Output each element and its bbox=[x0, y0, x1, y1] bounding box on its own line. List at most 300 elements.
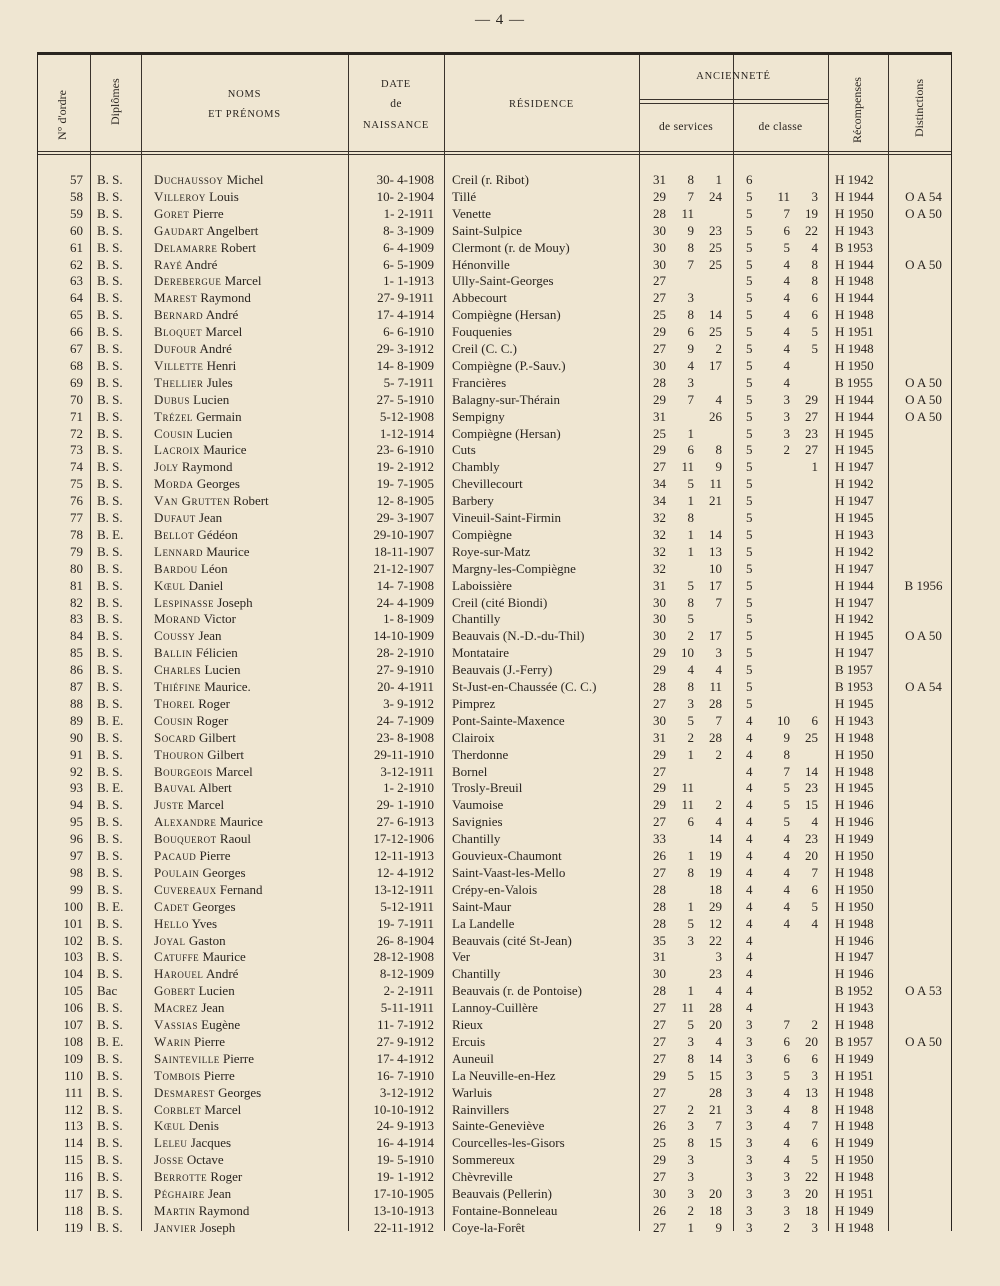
cell-service-years: 32 bbox=[653, 543, 666, 559]
cell-class-years: 3 bbox=[746, 1202, 753, 1218]
cell-number: 83 bbox=[70, 611, 83, 627]
cell-diploma: B. S. bbox=[97, 1152, 123, 1168]
cell-name bbox=[154, 848, 354, 865]
table-row bbox=[38, 595, 951, 612]
cell-class-months: 4 bbox=[783, 374, 790, 390]
cell-service-months: 8 bbox=[687, 594, 694, 610]
cell-class-months: 6 bbox=[783, 1050, 790, 1066]
cell-class-months: 4 bbox=[783, 1152, 790, 1168]
table-row bbox=[38, 341, 951, 358]
cell-service-months: 7 bbox=[687, 256, 694, 272]
cell-service-days: 21 bbox=[709, 493, 722, 509]
cell-birth-date: 19- 1-1912 bbox=[376, 1169, 434, 1185]
cell-class-months: 4 bbox=[783, 357, 790, 373]
first-name: Octave bbox=[186, 1152, 224, 1168]
table-row bbox=[38, 679, 951, 696]
cell-service-months: 9 bbox=[687, 222, 694, 238]
cell-service-days: 14 bbox=[709, 831, 722, 847]
cell-class-days: 6 bbox=[811, 712, 818, 728]
cell-number: 109 bbox=[63, 1050, 83, 1066]
surname: Delamarre bbox=[154, 239, 218, 255]
cell-service-days: 25 bbox=[709, 324, 722, 340]
first-name: Marcel bbox=[204, 1101, 242, 1117]
cell-diploma: B. S. bbox=[97, 831, 123, 847]
cell-number: 94 bbox=[70, 797, 83, 813]
cell-diploma: B. S. bbox=[97, 239, 123, 255]
cell-service-years: 27 bbox=[653, 273, 666, 289]
surname: Martin bbox=[154, 1202, 196, 1218]
cell-birth-date: 5-11-1911 bbox=[380, 1000, 434, 1016]
surname: Dufaut bbox=[154, 510, 196, 525]
table-row bbox=[38, 493, 951, 510]
cell-reward: H 1944 bbox=[835, 391, 874, 407]
cell-class-years: 4 bbox=[746, 898, 753, 914]
first-name: Marcel bbox=[187, 797, 225, 813]
cell-number: 90 bbox=[70, 729, 83, 745]
cell-birth-date: 27- 9-1910 bbox=[376, 662, 434, 678]
first-name: Marcel bbox=[215, 763, 253, 779]
table-row bbox=[38, 1169, 951, 1186]
cell-service-years: 31 bbox=[653, 408, 666, 424]
surname: Lennard bbox=[154, 543, 203, 559]
cell-residence: Therdonne bbox=[452, 746, 509, 762]
cell-number: 89 bbox=[70, 712, 83, 728]
cell-service-years: 28 bbox=[653, 915, 666, 931]
cell-number: 69 bbox=[70, 374, 83, 390]
first-name: Maurice bbox=[203, 442, 247, 458]
cell-residence: Chambly bbox=[452, 459, 500, 475]
cell-service-months: 11 bbox=[681, 1000, 694, 1016]
cell-birth-date: 19- 2-1912 bbox=[376, 459, 434, 475]
cell-class-days: 6 bbox=[811, 290, 818, 306]
first-name: André bbox=[184, 256, 218, 272]
cell-class-days: 3 bbox=[811, 1067, 818, 1083]
cell-diploma: B. S. bbox=[97, 459, 123, 475]
cell-class-months: 4 bbox=[783, 831, 790, 847]
cell-service-years: 27 bbox=[653, 763, 666, 779]
cell-service-years: 28 bbox=[653, 205, 666, 221]
cell-service-years: 29 bbox=[653, 797, 666, 813]
cell-name bbox=[154, 679, 354, 696]
cell-class-years: 3 bbox=[746, 1050, 753, 1066]
cell-reward: H 1946 bbox=[835, 797, 874, 813]
cell-service-months: 5 bbox=[687, 1067, 694, 1083]
cell-reward: H 1950 bbox=[835, 848, 874, 863]
table-row bbox=[38, 848, 951, 865]
first-name: Marcel bbox=[205, 324, 243, 340]
cell-residence: Auneuil bbox=[452, 1050, 494, 1066]
cell-diploma: B. S. bbox=[97, 864, 123, 880]
header-recompenses: Récompenses bbox=[850, 77, 864, 143]
cell-diploma: B. S. bbox=[97, 290, 123, 306]
cell-number: 102 bbox=[63, 932, 83, 948]
cell-birth-date: 29- 3-1912 bbox=[376, 341, 434, 356]
cell-residence: St-Just-en-Chaussée (C. C.) bbox=[452, 679, 597, 694]
cell-service-months: 5 bbox=[687, 577, 694, 593]
cell-service-months: 1 bbox=[687, 983, 694, 999]
first-name: Raymond bbox=[200, 290, 251, 306]
cell-reward: H 1942 bbox=[835, 611, 874, 627]
cell-service-years: 25 bbox=[653, 1135, 666, 1151]
surname: Corblet bbox=[154, 1101, 202, 1117]
cell-class-days: 2 bbox=[811, 1017, 818, 1032]
cell-reward: H 1949 bbox=[835, 1202, 874, 1218]
cell-birth-date: 20- 4-1911 bbox=[377, 679, 434, 694]
cell-class-days: 19 bbox=[805, 205, 818, 221]
cell-service-months: 11 bbox=[681, 205, 694, 221]
cell-birth-date: 14- 7-1908 bbox=[376, 577, 434, 593]
cell-name bbox=[154, 933, 354, 950]
cell-birth-date: 6- 4-1909 bbox=[383, 239, 434, 255]
cell-birth-date: 12-11-1913 bbox=[373, 848, 434, 863]
cell-name bbox=[154, 645, 354, 662]
cell-name bbox=[154, 172, 354, 189]
table-row bbox=[38, 730, 951, 747]
cell-birth-date: 3- 9-1912 bbox=[383, 695, 434, 711]
surname: Sainteville bbox=[154, 1050, 220, 1066]
cell-class-years: 4 bbox=[746, 848, 753, 863]
cell-residence: La Neuville-en-Hez bbox=[452, 1067, 556, 1083]
cell-number: 114 bbox=[63, 1135, 83, 1151]
cell-name bbox=[154, 1102, 354, 1119]
cell-service-months: 8 bbox=[687, 864, 694, 880]
cell-name bbox=[154, 780, 354, 797]
cell-class-days: 6 bbox=[811, 881, 818, 897]
cell-diploma: B. S. bbox=[97, 560, 123, 576]
cell-service-days: 25 bbox=[709, 256, 722, 272]
cell-class-months: 4 bbox=[783, 898, 790, 914]
cell-residence: Montataire bbox=[452, 645, 510, 661]
table-row bbox=[38, 747, 951, 764]
table-row bbox=[38, 223, 951, 240]
table-row bbox=[38, 1203, 951, 1220]
cell-birth-date: 27- 6-1913 bbox=[376, 814, 434, 830]
cell-name bbox=[154, 1186, 354, 1203]
cell-birth-date: 23- 6-1910 bbox=[376, 442, 434, 458]
cell-class-years: 4 bbox=[746, 949, 753, 965]
cell-service-years: 29 bbox=[653, 780, 666, 796]
cell-reward: H 1949 bbox=[835, 1135, 874, 1151]
cell-reward: H 1948 bbox=[835, 1169, 874, 1185]
cell-class-years: 5 bbox=[746, 695, 753, 711]
cell-residence: Venette bbox=[452, 205, 491, 221]
header-diplomes: Diplômes bbox=[108, 78, 122, 125]
cell-diploma: B. S. bbox=[97, 881, 123, 897]
cell-class-days: 15 bbox=[805, 797, 818, 813]
header-noms-line2: ET PRÉNOMS bbox=[208, 108, 281, 120]
cell-reward: H 1944 bbox=[835, 408, 874, 424]
cell-service-years: 28 bbox=[653, 983, 666, 999]
cell-residence: Vaumoise bbox=[452, 797, 504, 813]
cell-birth-date: 13-12-1911 bbox=[373, 881, 434, 897]
cell-reward: H 1950 bbox=[835, 205, 874, 221]
cell-residence: Vineuil-Saint-Firmin bbox=[452, 510, 561, 525]
cell-service-days: 20 bbox=[709, 1186, 722, 1201]
header-date-line1: DATE bbox=[380, 79, 412, 90]
cell-service-days: 13 bbox=[709, 543, 722, 559]
cell-birth-date: 17- 4-1912 bbox=[376, 1050, 434, 1066]
cell-reward: H 1948 bbox=[835, 1219, 874, 1235]
cell-service-years: 27 bbox=[653, 1033, 666, 1049]
cell-distinction: O A 50 bbox=[905, 374, 942, 390]
cell-class-days: 25 bbox=[805, 729, 818, 745]
surname: Juste bbox=[154, 797, 185, 813]
cell-class-years: 5 bbox=[746, 307, 753, 323]
table-row bbox=[38, 1186, 951, 1203]
cell-reward: H 1948 bbox=[835, 1017, 874, 1032]
cell-service-days: 9 bbox=[715, 459, 722, 475]
cell-birth-date: 19- 7-1911 bbox=[377, 915, 434, 931]
cell-class-months: 3 bbox=[783, 1186, 790, 1201]
cell-service-years: 30 bbox=[653, 611, 666, 627]
cell-residence: Ercuis bbox=[452, 1033, 486, 1049]
cell-number: 101 bbox=[63, 915, 83, 931]
cell-number: 110 bbox=[63, 1067, 83, 1083]
cell-name bbox=[154, 578, 354, 595]
cell-reward: H 1945 bbox=[835, 442, 874, 458]
cell-diploma: B. S. bbox=[97, 1084, 123, 1100]
cell-class-days: 18 bbox=[805, 1202, 818, 1218]
first-name: Maurice bbox=[202, 949, 246, 965]
surname: Gobert bbox=[154, 983, 196, 999]
cell-name bbox=[154, 831, 354, 848]
table-row bbox=[38, 273, 951, 290]
header-noms-line1: NOMS bbox=[227, 89, 262, 100]
surname: Joyal bbox=[154, 932, 186, 948]
cell-class-days: 3 bbox=[811, 188, 818, 204]
cell-class-months: 9 bbox=[783, 729, 790, 745]
first-name: Maurice. bbox=[204, 679, 251, 694]
cell-name bbox=[154, 527, 354, 544]
cell-residence: Balagny-sur-Thérain bbox=[452, 391, 561, 407]
surname: Lacroix bbox=[154, 442, 200, 458]
cell-class-days: 23 bbox=[805, 831, 818, 847]
header-rule bbox=[38, 154, 951, 155]
cell-residence: Compiègne (Hersan) bbox=[452, 425, 561, 441]
cell-diploma: B. S. bbox=[97, 746, 123, 762]
cell-class-months: 7 bbox=[783, 763, 790, 779]
cell-service-months: 5 bbox=[687, 915, 694, 931]
cell-diploma: B. S. bbox=[97, 729, 123, 745]
cell-class-days: 22 bbox=[805, 222, 818, 238]
cell-diploma: B. S. bbox=[97, 425, 123, 441]
cell-name bbox=[154, 290, 354, 307]
cell-class-years: 4 bbox=[746, 915, 753, 931]
table-row bbox=[38, 578, 951, 595]
cell-distinction: O A 50 bbox=[905, 628, 942, 644]
cell-name bbox=[154, 240, 354, 257]
cell-service-months: 10 bbox=[681, 645, 694, 661]
cell-class-months: 4 bbox=[783, 1084, 790, 1100]
cell-reward: H 1945 bbox=[835, 628, 874, 644]
table-row bbox=[38, 1152, 951, 1169]
cell-reward: H 1942 bbox=[835, 476, 874, 492]
cell-residence: Roye-sur-Matz bbox=[452, 543, 531, 559]
cell-service-months: 8 bbox=[687, 510, 694, 525]
table-row bbox=[38, 527, 951, 544]
first-name: Roger bbox=[198, 695, 230, 711]
surname: Villette bbox=[154, 357, 204, 373]
cell-birth-date: 24- 4-1909 bbox=[376, 594, 434, 610]
cell-birth-date: 22-11-1912 bbox=[373, 1219, 434, 1235]
cell-residence: Warluis bbox=[452, 1084, 493, 1100]
cell-birth-date: 17-12-1906 bbox=[373, 831, 434, 847]
first-name: Roger bbox=[210, 1169, 243, 1185]
cell-name bbox=[154, 1051, 354, 1068]
surname: Lespinasse bbox=[154, 594, 214, 610]
first-name: Jean bbox=[198, 510, 223, 525]
cell-service-years: 30 bbox=[653, 256, 666, 272]
cell-class-days: 22 bbox=[805, 1169, 818, 1185]
cell-class-years: 5 bbox=[746, 188, 753, 204]
cell-diploma: B. S. bbox=[97, 543, 123, 559]
cell-class-years: 4 bbox=[746, 814, 753, 830]
cell-reward: H 1946 bbox=[835, 966, 874, 982]
cell-service-years: 28 bbox=[653, 881, 666, 897]
cell-service-days: 15 bbox=[709, 1135, 722, 1151]
cell-diploma: B. S. bbox=[97, 645, 123, 661]
cell-residence: La Landelle bbox=[452, 915, 515, 931]
cell-name bbox=[154, 966, 354, 983]
cell-number: 82 bbox=[70, 594, 83, 610]
cell-service-years: 32 bbox=[653, 526, 666, 542]
cell-class-years: 5 bbox=[746, 493, 753, 509]
cell-service-days: 4 bbox=[715, 814, 722, 830]
cell-service-years: 30 bbox=[653, 357, 666, 373]
cell-name bbox=[154, 1169, 354, 1186]
table-row bbox=[38, 324, 951, 341]
cell-class-years: 5 bbox=[746, 560, 753, 576]
cell-service-days: 4 bbox=[715, 983, 722, 999]
first-name: Jean bbox=[201, 1000, 225, 1016]
cell-name bbox=[154, 1034, 354, 1051]
cell-diploma: B. S. bbox=[97, 611, 123, 627]
cell-name bbox=[154, 899, 354, 916]
cell-class-years: 5 bbox=[746, 628, 753, 644]
first-name: Georges bbox=[196, 476, 240, 492]
cell-number: 80 bbox=[70, 560, 83, 576]
first-name: Pierre bbox=[222, 1050, 255, 1066]
cell-reward: H 1948 bbox=[835, 763, 874, 779]
cell-diploma: B. E. bbox=[97, 1033, 124, 1049]
cell-name bbox=[154, 273, 354, 290]
cell-number: 117 bbox=[63, 1186, 83, 1201]
table-row bbox=[38, 865, 951, 882]
surname: Kœul bbox=[154, 1118, 186, 1134]
surname: Morand bbox=[154, 611, 201, 627]
table-row bbox=[38, 1000, 951, 1017]
cell-service-days: 29 bbox=[709, 898, 722, 914]
table-row bbox=[38, 1118, 951, 1135]
cell-residence: Chantilly bbox=[452, 966, 501, 982]
cell-name bbox=[154, 595, 354, 612]
first-name: Lucien bbox=[204, 662, 241, 678]
cell-reward: H 1951 bbox=[835, 1186, 874, 1201]
cell-service-months: 1 bbox=[687, 493, 694, 509]
cell-service-days: 2 bbox=[715, 797, 722, 813]
cell-service-years: 25 bbox=[653, 307, 666, 323]
table-row bbox=[38, 1034, 951, 1051]
cell-name bbox=[154, 797, 354, 814]
table-row bbox=[38, 713, 951, 730]
cell-name bbox=[154, 307, 354, 324]
cell-birth-date: 12- 4-1912 bbox=[376, 864, 434, 880]
table-row bbox=[38, 307, 951, 324]
cell-diploma: B. S. bbox=[97, 1067, 123, 1083]
cell-service-years: 32 bbox=[653, 560, 666, 576]
cell-reward: H 1950 bbox=[835, 1152, 874, 1168]
cell-name bbox=[154, 696, 354, 713]
cell-class-years: 3 bbox=[746, 1033, 753, 1049]
table-row bbox=[38, 966, 951, 983]
cell-service-months: 5 bbox=[687, 712, 694, 728]
table-row bbox=[38, 392, 951, 409]
cell-diploma: B. S. bbox=[97, 357, 123, 373]
first-name: Georges bbox=[202, 864, 246, 880]
cell-class-years: 3 bbox=[746, 1067, 753, 1083]
cell-class-years: 4 bbox=[746, 966, 753, 982]
cell-class-days: 1 bbox=[811, 459, 818, 475]
cell-service-years: 30 bbox=[653, 222, 666, 238]
cell-class-years: 3 bbox=[746, 1152, 753, 1168]
cell-distinction: O A 50 bbox=[905, 391, 942, 407]
table-row bbox=[38, 375, 951, 392]
cell-diploma: B. S. bbox=[97, 273, 123, 289]
first-name: Michel bbox=[226, 172, 264, 187]
header-de-services: de services bbox=[658, 121, 714, 133]
cell-name bbox=[154, 814, 354, 831]
surname: Thouron bbox=[154, 746, 204, 762]
cell-number: 115 bbox=[63, 1152, 83, 1168]
cell-service-days: 15 bbox=[709, 1067, 722, 1083]
cell-class-months: 4 bbox=[783, 290, 790, 306]
cell-residence: Hénonville bbox=[452, 256, 510, 272]
cell-residence: Clairoix bbox=[452, 729, 495, 745]
table-row bbox=[38, 1220, 951, 1237]
cell-reward: H 1951 bbox=[835, 1067, 874, 1083]
cell-number: 103 bbox=[63, 949, 83, 965]
cell-service-months: 3 bbox=[687, 695, 694, 711]
surname: Janvier bbox=[154, 1219, 197, 1235]
cell-birth-date: 17- 4-1914 bbox=[376, 307, 434, 323]
cell-residence: Margny-les-Compiègne bbox=[452, 560, 576, 576]
cell-class-days: 20 bbox=[805, 848, 818, 863]
cell-service-months: 6 bbox=[687, 442, 694, 458]
cell-residence: Abbecourt bbox=[452, 290, 507, 306]
table-row bbox=[38, 442, 951, 459]
cell-service-months: 8 bbox=[687, 679, 694, 694]
cell-birth-date: 1- 8-1909 bbox=[383, 611, 434, 627]
cell-residence: Saint-Sulpice bbox=[452, 222, 523, 238]
header-anciennete: ANCIENNETÉ bbox=[696, 71, 771, 82]
cell-class-days: 8 bbox=[811, 273, 818, 289]
cell-service-months: 3 bbox=[687, 1186, 694, 1201]
surname: Cadet bbox=[154, 898, 190, 914]
cell-class-months: 11 bbox=[777, 188, 790, 204]
cell-service-years: 27 bbox=[653, 1050, 666, 1066]
first-name: Germain bbox=[196, 408, 242, 424]
cell-diploma: B. S. bbox=[97, 1186, 123, 1201]
cell-reward: H 1946 bbox=[835, 814, 874, 830]
cell-class-years: 3 bbox=[746, 1101, 753, 1117]
cell-diploma: B. S. bbox=[97, 662, 123, 678]
cell-class-years: 5 bbox=[746, 222, 753, 238]
cell-class-years: 5 bbox=[746, 543, 753, 559]
cell-class-years: 5 bbox=[746, 290, 753, 306]
first-name: Daniel bbox=[188, 577, 224, 593]
table-row bbox=[38, 510, 951, 527]
cell-number: 68 bbox=[70, 357, 83, 373]
